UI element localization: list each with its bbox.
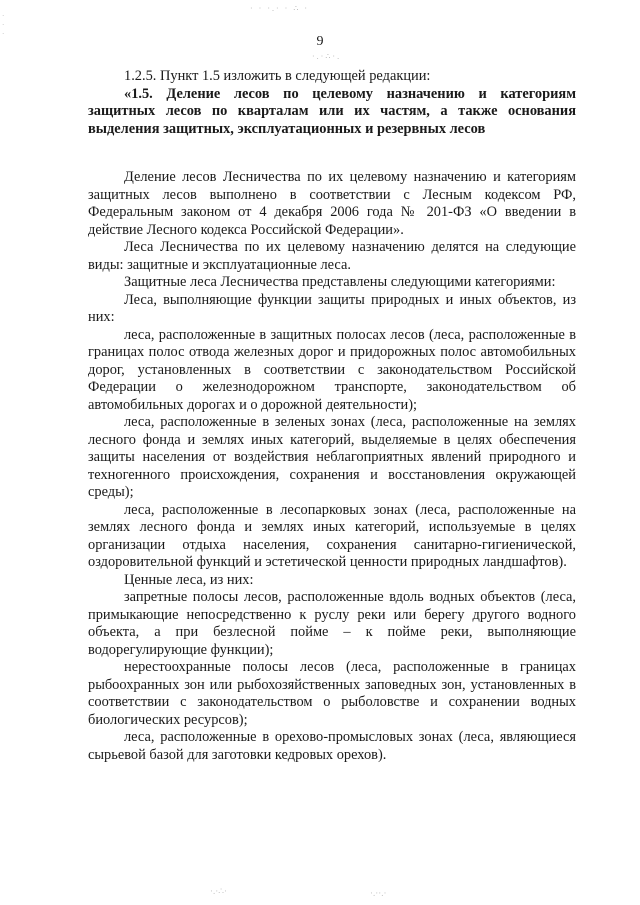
paragraph: леса, расположенные в зеленых зонах (леса, расположенные на землях лесного фонда и землях иных категорий, выделяемые в целях обеспечения защиты населения от воздействия неблагоприятных явлений природного и техногенного происхождения, сохранения и восстановления окружающей среды);: [88, 414, 576, 500]
paragraph: Ценные леса, из них:: [124, 571, 254, 588]
paragraph: Леса, выполняющие функции защиты природных и иных объектов, из них:: [88, 291, 576, 325]
paragraph: нерестоохранные полосы лесов (леса, расположенные в границах рыбоохранных зон или рыбохозяйственных заповедных зон, установленных в соответствии с законодательством о рыболовстве и сохранении водных биологических ресурсов);: [88, 659, 576, 728]
section-heading: «1.5. Деление лесов по целевому назначению и категориям защитных лесов по кварталам или их частям, а также основания выделения защитных, эксплуатационных и резервных лесов: [88, 85, 576, 137]
paragraph: запретные полосы лесов, расположенные вдоль водных объектов (леса, примыкающие непосредственно к руслу реки или берегу другого водного объекта, а при безлесной пойме – к пойме реки, выполняющие водорегулирующие функции);: [88, 589, 576, 658]
page-number: 9: [316, 34, 324, 49]
paragraph: леса, расположенные в лесопарковых зонах (леса, расположенные на землях лесного фонда и землях иных категорий, используемые в целях организации отдыха населения, сохранения санитарно-гигиенической, оздоровительной функций и эстетической ценности природных ландшафтов).: [88, 501, 576, 570]
paragraph: Леса Лесничества по их целевому назначению делятся на следующие виды: защитные и эксплуатационные леса.: [88, 239, 576, 273]
document-body: [88, 68, 576, 764]
scan-noise-left: · · ·: [2, 12, 7, 38]
scan-noise-top: · · ·.· · ∴ ·: [250, 4, 310, 13]
scan-noise-mid: ·.·∴·.: [312, 52, 342, 61]
scan-noise-bottom: ·.·∴·: [210, 886, 227, 896]
scan-noise-bottom-right: ·.··.·: [370, 888, 387, 898]
paragraph: леса, расположенные в защитных полосах лесов (леса, расположенные в границах полос отвода железных дорог и придорожных полос автомобильных дорог, установленных в соответствии с законодательством Российской Федерации о железнодорожном транспорте, законодательством об автомобильных дорогах и о дорожной деятельности);: [88, 326, 576, 413]
amendment-line: 1.2.5. Пункт 1.5 изложить в следующей редакции:: [124, 68, 431, 84]
paragraph: Деление лесов Лесничества по их целевому назначению и категориям защитных лесов выполнено в соответствии с Лесным кодексом РФ, Федеральным законом от 4 декабря 2006 года № 201-ФЗ «О введении в действие Лесного кодекса Российской Федерации».: [88, 169, 576, 238]
paragraph: Защитные леса Лесничества представлены следующими категориями:: [124, 274, 556, 290]
paragraph: леса, расположенные в орехово-промысловых зонах (леса, являющиеся сырьевой базой для заготовки кедровых орехов).: [88, 729, 576, 763]
